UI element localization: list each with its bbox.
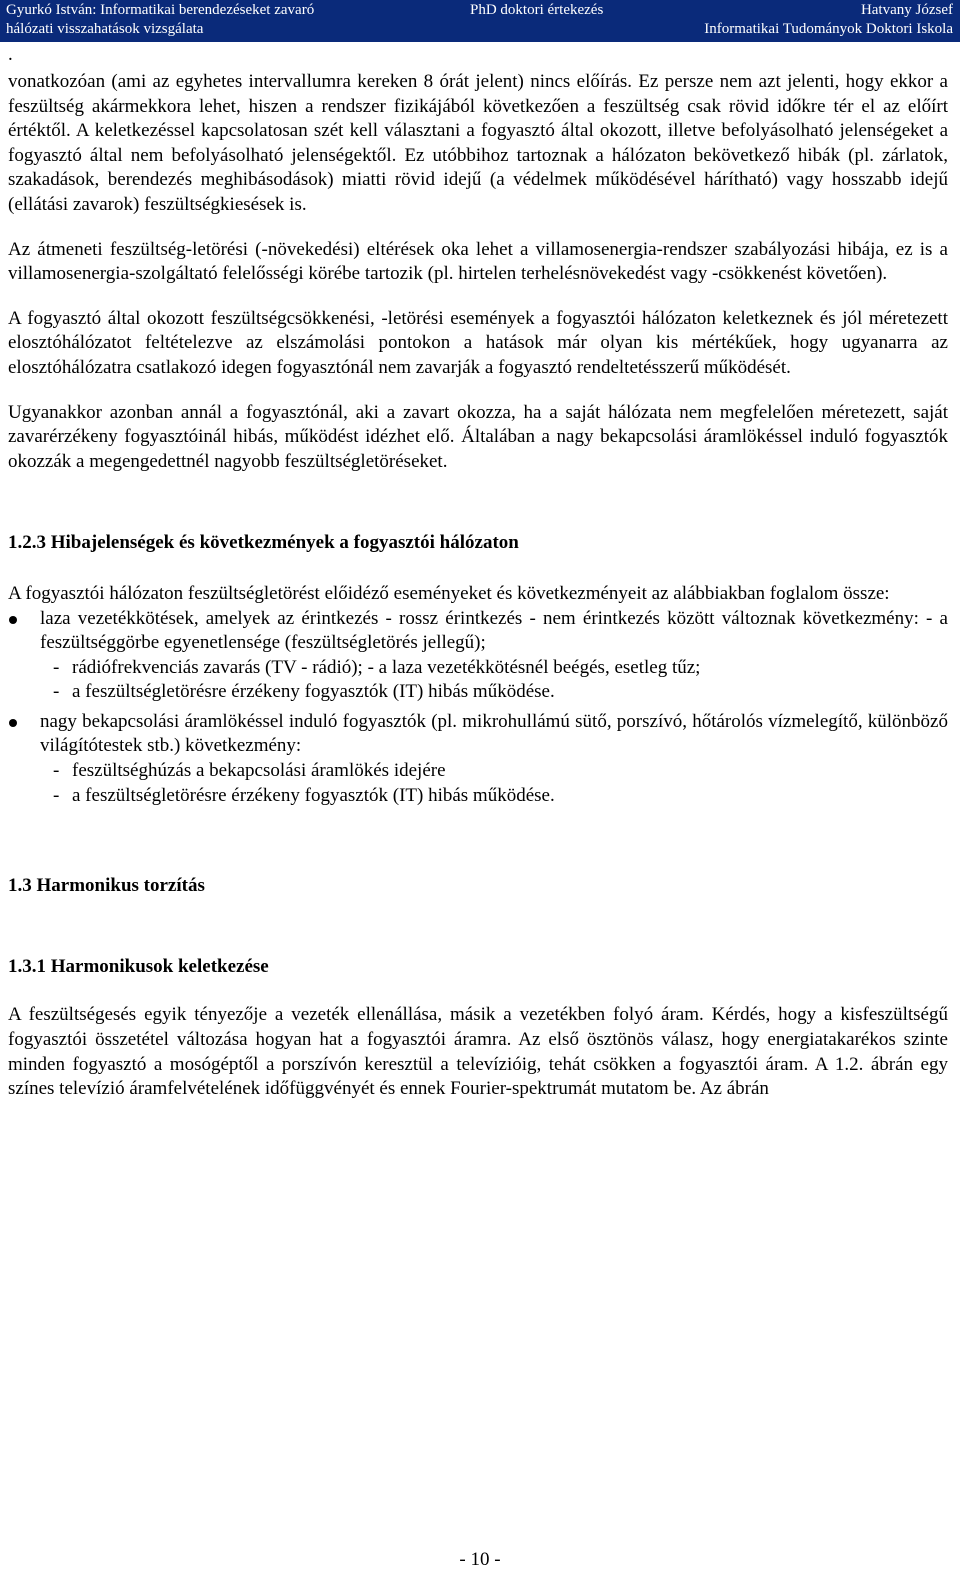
sub-item [40, 680, 948, 705]
dash-mark: - [53, 784, 60, 806]
paragraph-transient-deviations: Az átmeneti feszültség-letörési (-növekedési) eltérések oka lehet a villamosenergia-rendszer szabályozási hibája, ez is a villamosenergia-szolgáltató felelősségi körébe tartozik (pl. hirtelen terhelésnövekedést vagy -csökkenést követően). [8, 238, 948, 285]
sub-item-text: rádiófrekvenciás zavarás (TV - rádió); - a laza vezetékkötésnél beégés, esetleg tűz; [72, 656, 701, 678]
header-left [6, 1, 314, 39]
consequences-list [8, 607, 948, 809]
top-mark: . [8, 44, 13, 65]
section-heading-1-3: 1.3 Harmonikus torzítás [8, 875, 205, 897]
dash-mark: - [53, 760, 60, 782]
paragraph-voltage-rules: vonatkozóan (ami az egyhetes intervallumra kereken 8 órát jelent) nincs előírás. Ez persze nem azt jelenti, hogy ekkor a feszültség akármekkora lehet, hiszen a rendszer fizikájából következően a feszültség csak rövid időkre tér el az előírt értéktől. A keletkezéssel kapcsolatosan szét kell választani a fogyasztó által okozott, illetve befolyásolható jelenségeket a fogyasztó által nem befolyásolható jelenségektől. Ez utóbbihoz tartoznak a hálózaton bekövetkező hibák (pl. zárlatok, szakadások, berendezés meghibásodások) miatti rövid idejű (a védelmek működésével hárítható) vagy hosszabb idejű (ellátási zavarok) feszültségkiesések is. [8, 71, 948, 215]
header-right [704, 1, 953, 39]
paragraph-consumer-events: A fogyasztó által okozott feszültségcsökkenési, -letörési események a fogyasztói hálózaton keletkeznek és jól méretezett elosztóhálózatot feltételezve az elszámolási pontokon a hatások már olyan kis mértékűek, hogy ugyanarra az elosztóhálózatra csatlakozó idegen fogyasztónál nem zavarják a fogyasztó rendeltetésszerű működését. [8, 307, 948, 378]
bullet-icon [9, 719, 17, 727]
page-number: - 10 - [459, 1549, 501, 1570]
list-item [8, 710, 948, 808]
paragraph-consumer-network: Ugyanakkor azonban annál a fogyasztónál, aki a zavart okozza, ha a saját hálózata nem megfelelően méretezett, saját zavarérzékeny fogyasztóinál hibás, működést idézhet elő. Általában a nagy bekapcsolási áramlökéssel induló fogyasztók okozzák a megengedettnél nagyobb feszültségletöréseket. [8, 401, 948, 472]
section-1-2-3-intro: A fogyasztói hálózaton feszültségletörést előidéző eseményeket és következményeit az alábbiakban foglalom össze: [8, 582, 890, 604]
section-heading-1-3-1: 1.3.1 Harmonikusok keletkezése [8, 955, 269, 977]
header-middle [470, 1, 603, 20]
section-heading-1-2-3: 1.2.3 Hibajelenségek és következmények a fogyasztói hálózaton [8, 532, 519, 554]
sub-item-text: a feszültségletörésre érzékeny fogyasztók (IT) hibás működése. [72, 681, 555, 703]
sub-item [40, 784, 948, 809]
header-title-continued: hálózati visszahatások vizsgálata [6, 21, 204, 37]
header-author-title: Gyurkó István: Informatikai berendezéseket zavaró [6, 2, 315, 18]
sub-item-text: feszültséghúzás a bekapcsolási áramlökés idejére [72, 760, 446, 782]
page-body [8, 44, 948, 1102]
dash-mark: - [53, 681, 60, 703]
sub-item [40, 759, 948, 784]
list-item-text: laza vezetékkötések, amelyek az érintkezés - rossz érintkezés - nem érintkezés között változnak következmény: - a feszültséggörbe egyenetlensége (feszültségletörés jellegű); [40, 607, 948, 654]
list-item [8, 607, 948, 705]
header-school-subtitle: Informatikai Tudományok Doktori Iskola [704, 21, 953, 37]
sub-item [40, 656, 948, 681]
section-1-3-1-text: A feszültségesés egyik tényezője a vezeték ellenállása, másik a vezetékben folyó áram. Kérdés, hogy a kisfeszültségű fogyasztói összetétel változása hogyan hat a fogyasztói áramra. Az első ösztönös válasz, hogy energiatakarékos szinte minden fogyasztó a mosógéptől a porszívón keresztül a televízióig, tehát csökken a fogyasztói áram. A 1.2. ábrán egy színes televízió áramfelvételének időfüggvényét és ennek Fourier-spektrumát mutatom be. Az ábrán [8, 1004, 948, 1100]
sub-item-text: a feszültségletörésre érzékeny fogyasztók (IT) hibás működése. [72, 784, 555, 806]
bullet-icon [9, 616, 17, 624]
header-school-name: Hatvany József [860, 2, 953, 18]
dash-mark: - [53, 656, 60, 678]
page-header [0, 0, 960, 42]
list-item-text: nagy bekapcsolási áramlökéssel induló fogyasztók (pl. mikrohullámú sütő, porszívó, hőtárolós vízmelegítő, különböző világítótestek stb.) következmény: [40, 710, 948, 757]
header-document-type: PhD doktori értekezés [470, 2, 604, 18]
